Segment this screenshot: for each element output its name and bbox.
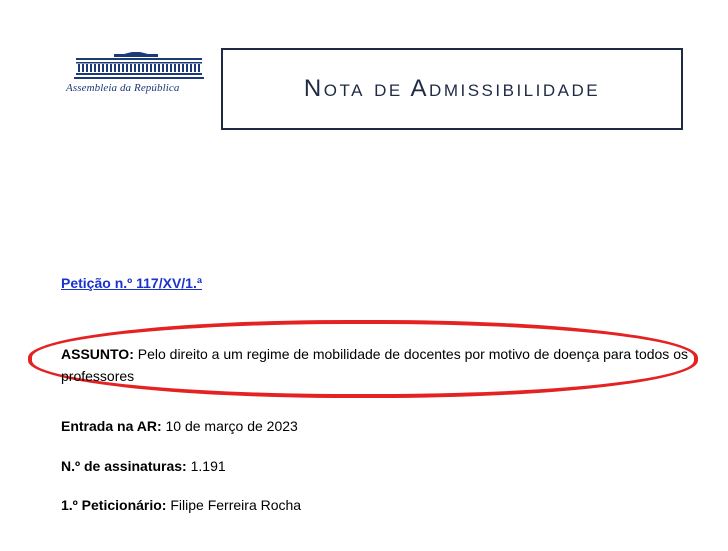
parliament-building-icon: [66, 52, 206, 82]
subject-text: Pelo direito a um regime de mobilidade de docentes por motivo de doença para todos os professores: [61, 346, 688, 384]
petitioner-value: Filipe Ferreira Rocha: [170, 497, 302, 513]
signatures-field: [61, 458, 226, 474]
title-box: [221, 48, 683, 130]
entry-date-label: Entrada na AR:: [61, 418, 162, 434]
logo-text: Assembleia da República: [66, 82, 180, 94]
page-title: Nota de Admissibilidade: [303, 75, 601, 102]
subject-label: ASSUNTO:: [61, 346, 134, 362]
entry-date-field: [61, 418, 298, 434]
parliament-logo: [66, 52, 206, 100]
subject-paragraph: [61, 343, 691, 387]
signatures-label: N.º de assinaturas:: [61, 458, 187, 474]
entry-date-value: 10 de março de 2023: [165, 418, 298, 434]
petition-link[interactable]: Petição n.º 117/XV/1.ª: [61, 275, 203, 291]
petitioner-field: [61, 497, 301, 513]
signatures-value: 1.191: [190, 458, 226, 474]
petitioner-label: 1.º Peticionário:: [61, 497, 167, 513]
